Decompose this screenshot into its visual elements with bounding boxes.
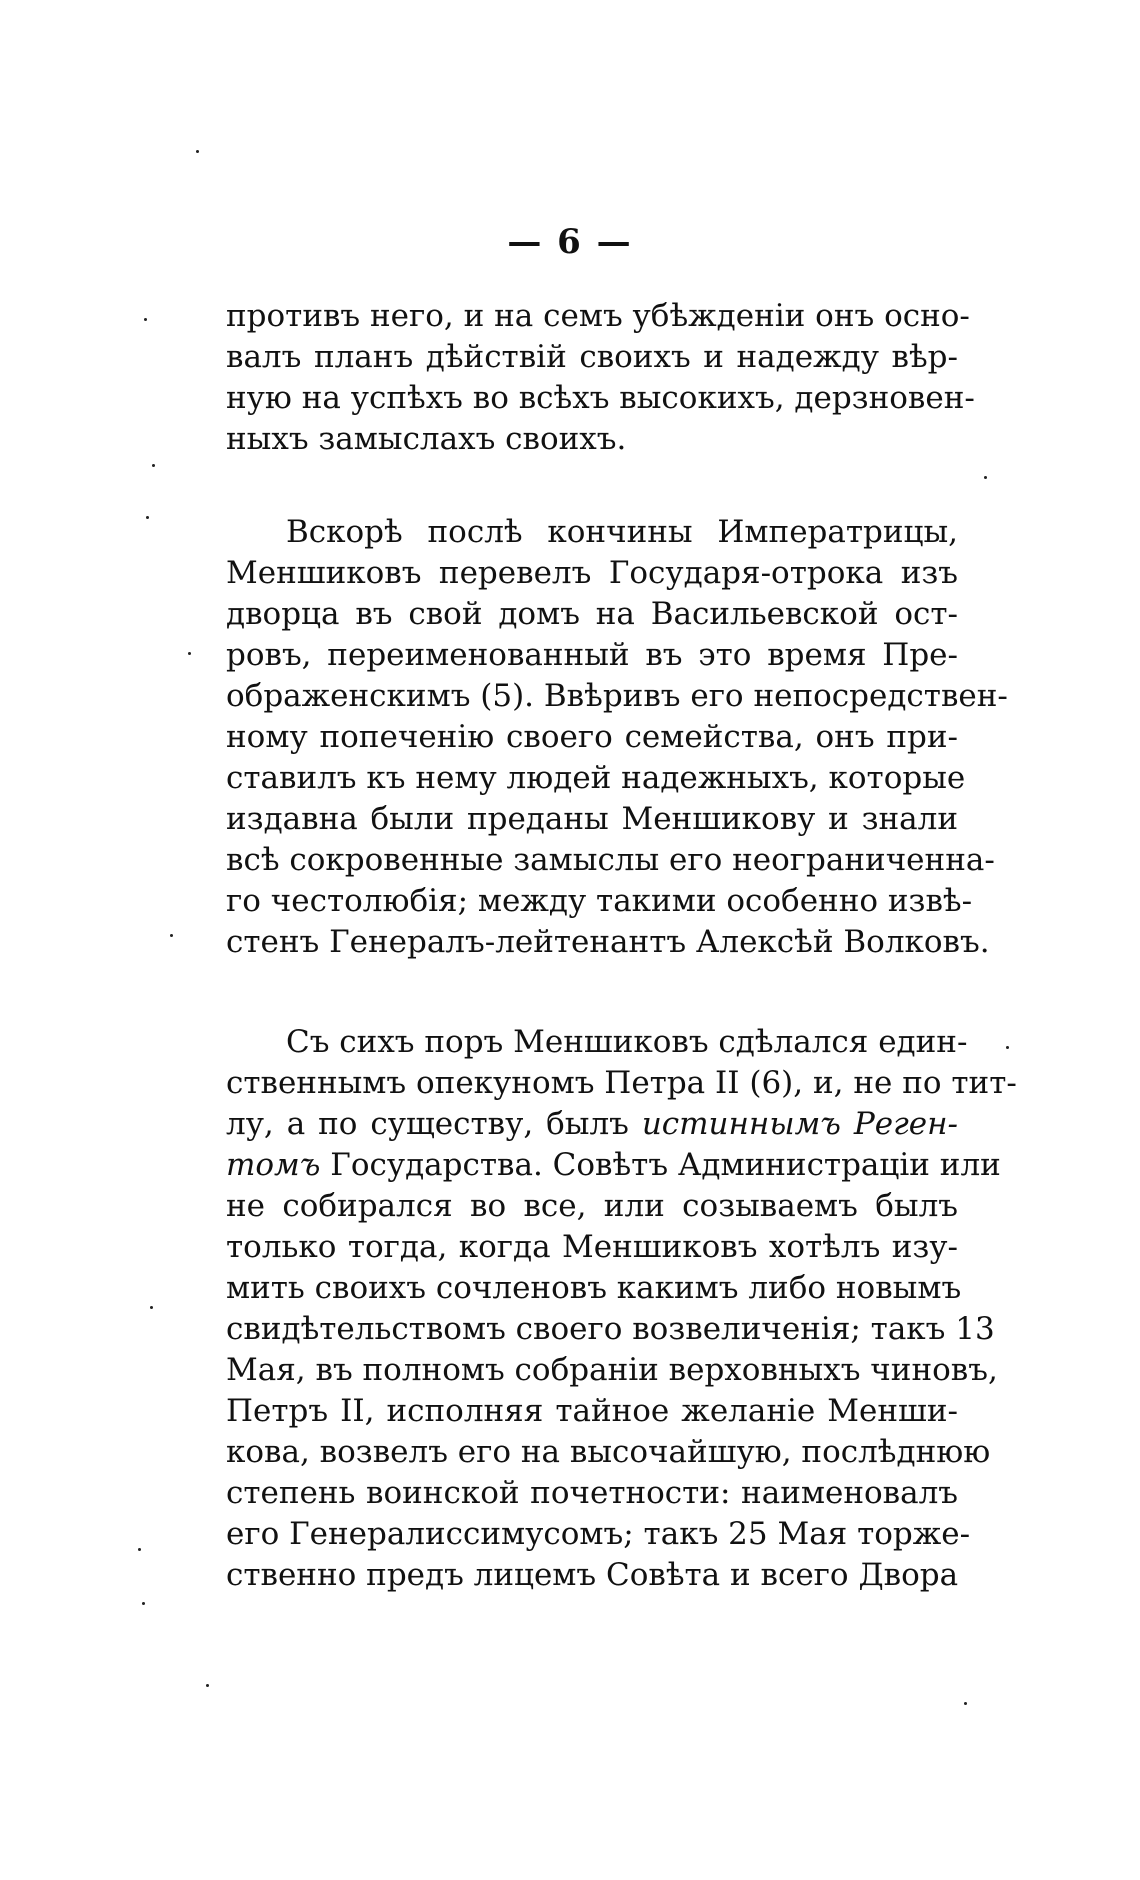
text-line-mixed xyxy=(226,1104,958,1145)
text-line: мить своихъ сочленовъ какимъ либо новымъ xyxy=(226,1270,962,1306)
text-line: ставилъ къ нему людей надежныхъ, которые xyxy=(226,760,966,796)
text-line: издавна были преданы Меншикову и знали xyxy=(226,801,958,837)
scan-speck xyxy=(984,476,987,479)
paragraph-3 xyxy=(226,1022,1017,1596)
scan-speck xyxy=(138,1548,141,1551)
text-line: ровъ, переименованный въ это время Пре- xyxy=(226,637,958,673)
text-line: его Генералиссимусомъ; такъ 25 Мая торже- xyxy=(226,1516,971,1552)
text-line: кова, возвелъ его на высочайшую, послѣднюю xyxy=(226,1434,991,1470)
text-line: Мая, въ полномъ собраніи верховныхъ чиновъ, xyxy=(226,1352,998,1388)
text-line: ному попеченію своего семейства, онъ при- xyxy=(226,719,958,755)
text-fragment: лу, а по существу, былъ xyxy=(226,1106,629,1142)
scan-speck xyxy=(196,150,199,153)
paragraph-2 xyxy=(226,512,1008,963)
italic-fragment: томъ xyxy=(226,1147,321,1183)
scan-speck xyxy=(144,318,147,321)
text-line: Съ сихъ поръ Меншиковъ сдѣлался един- xyxy=(286,1024,968,1060)
text-line: ственнымъ опекуномъ Петра II (6), и, не по тит- xyxy=(226,1065,1017,1101)
text-line: ображенскимъ (5). Ввѣривъ его непосредствен- xyxy=(226,678,1008,714)
text-line: Меншиковъ перевелъ Государя-отрока изъ xyxy=(226,555,958,591)
page-number: — 6 — xyxy=(507,222,633,262)
text-line: дворца въ свой домъ на Васильевской ост- xyxy=(226,596,958,632)
text-line: только тогда, когда Меншиковъ хотѣлъ изу- xyxy=(226,1229,958,1265)
scan-speck xyxy=(964,1702,967,1705)
text-line: Вскорѣ послѣ кончины Императрицы, xyxy=(286,514,958,550)
paragraph-1 xyxy=(226,296,975,460)
scan-speck xyxy=(152,464,155,467)
scan-speck xyxy=(188,652,191,655)
text-line: Петръ II, исполняя тайное желаніе Менши- xyxy=(226,1393,958,1429)
text-line: ныхъ замыслахъ своихъ. xyxy=(226,421,627,457)
italic-fragment: истиннымъ Реген- xyxy=(641,1106,959,1142)
text-line: степень воинской почетности: наименовалъ xyxy=(226,1475,958,1511)
scan-speck xyxy=(1006,1046,1009,1049)
text-line: стенъ Генералъ-лейтенантъ Алексѣй Волковъ. xyxy=(226,924,990,960)
scan-speck xyxy=(170,934,173,937)
scan-speck xyxy=(206,1684,209,1687)
text-line-mixed xyxy=(226,1145,1001,1186)
text-line: всѣ сокровенные замыслы его неограниченна- xyxy=(226,842,995,878)
text-line: ную на успѣхъ во всѣхъ высокихъ, дерзновен- xyxy=(226,380,975,416)
text-line: свидѣтельствомъ своего возвеличенія; такъ 13 xyxy=(226,1311,995,1347)
text-line: ственно предъ лицемъ Совѣта и всего Двора xyxy=(226,1557,959,1593)
text-line: противъ него, и на семъ убѣжденіи онъ осно- xyxy=(226,298,970,334)
scan-speck xyxy=(146,516,149,519)
text-line: го честолюбія; между такими особенно извѣ- xyxy=(226,883,973,919)
text-line: не собирался во все, или созываемъ былъ xyxy=(226,1188,958,1224)
text-fragment: Государства. Совѣтъ Администраціи или xyxy=(330,1147,1001,1183)
text-line: валъ планъ дѣйствій своихъ и надежду вѣр- xyxy=(226,339,958,375)
scan-speck xyxy=(150,1306,153,1309)
scan-speck xyxy=(142,1602,145,1605)
